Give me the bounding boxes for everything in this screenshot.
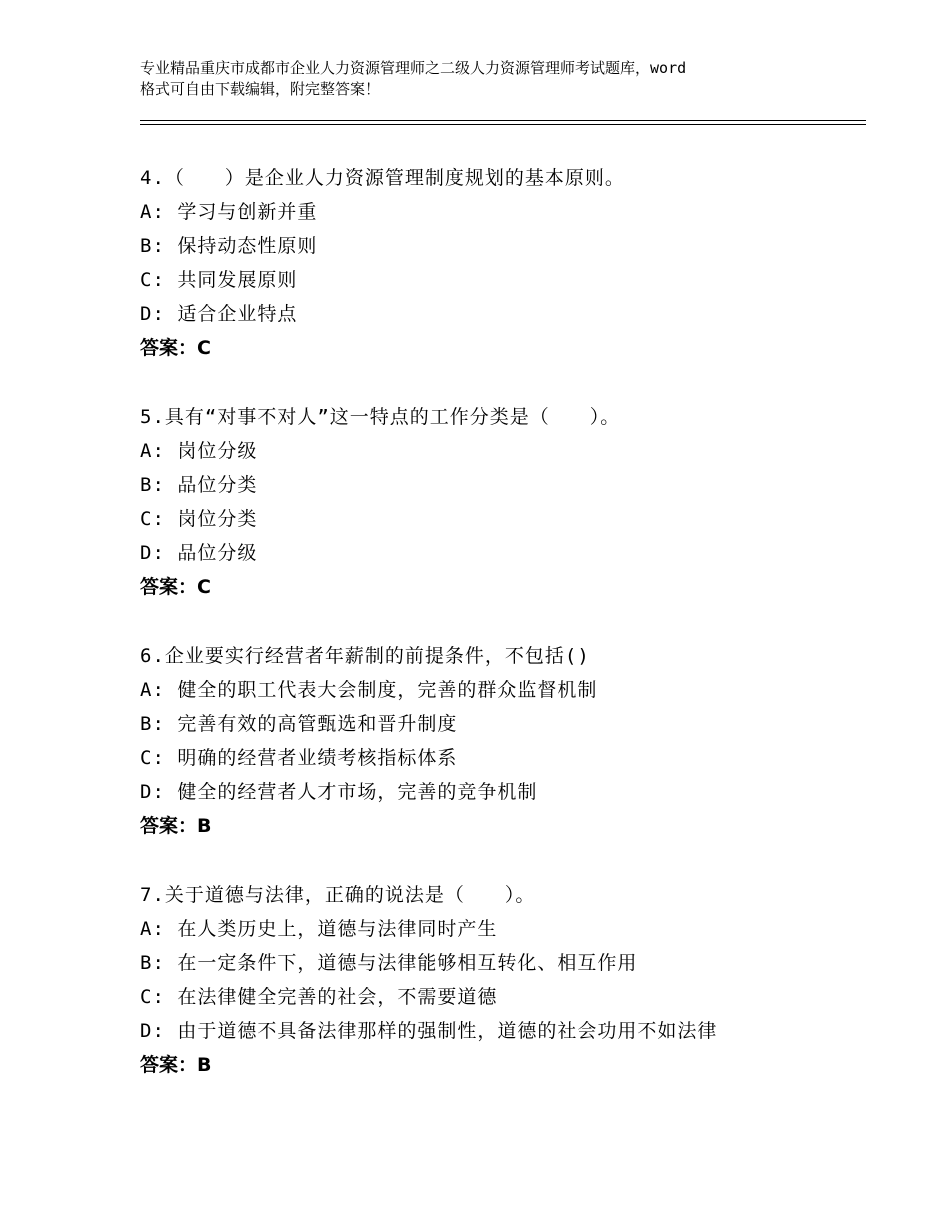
answer: 答案：B <box>140 815 212 837</box>
option-c: C: 明确的经营者业绩考核指标体系 <box>140 747 458 769</box>
answer: 答案：C <box>140 576 211 598</box>
header-line-2: 格式可自由下载编辑，附完整答案！ <box>140 80 381 98</box>
option-d: D: 品位分级 <box>140 542 258 564</box>
option-b: B: 在一定条件下，道德与法律能够相互转化、相互作用 <box>140 952 638 974</box>
question-7 <box>140 878 860 1082</box>
option-b: B: 品位分类 <box>140 474 258 496</box>
question-6 <box>140 639 860 843</box>
header-divider-top <box>140 120 866 121</box>
option-c: C: 共同发展原则 <box>140 269 298 291</box>
question-stem: 5.具有“对事不对人”这一特点的工作分类是（ ）。 <box>140 406 621 428</box>
option-c: C: 岗位分类 <box>140 508 258 530</box>
option-a: A: 健全的职工代表大会制度，完善的群众监督机制 <box>140 679 598 701</box>
option-b: B: 完善有效的高管甄选和晋升制度 <box>140 713 458 735</box>
answer: 答案：C <box>140 337 211 359</box>
header-divider-bottom <box>140 124 866 125</box>
document-header <box>140 58 830 100</box>
answer: 答案：B <box>140 1054 212 1076</box>
option-b: B: 保持动态性原则 <box>140 235 318 257</box>
question-5 <box>140 400 860 604</box>
question-stem: 7.关于道德与法律，正确的说法是（ ）。 <box>140 884 536 906</box>
question-stem: 6.企业要实行经营者年薪制的前提条件，不包括() <box>140 645 590 667</box>
option-c: C: 在法律健全完善的社会，不需要道德 <box>140 986 498 1008</box>
option-d: D: 健全的经营者人才市场，完善的竞争机制 <box>140 781 538 803</box>
question-4 <box>140 161 860 365</box>
question-stem: 4.（ ）是企业人力资源管理制度规划的基本原则。 <box>140 167 625 189</box>
option-a: A: 学习与创新并重 <box>140 201 318 223</box>
option-d: D: 由于道德不具备法律那样的强制性，道德的社会功用不如法律 <box>140 1020 718 1042</box>
option-a: A: 在人类历史上，道德与法律同时产生 <box>140 918 498 940</box>
option-a: A: 岗位分级 <box>140 440 258 462</box>
option-d: D: 适合企业特点 <box>140 303 298 325</box>
header-line-1: 专业精品重庆市成都市企业人力资源管理师之二级人力资源管理师考试题库，word <box>140 59 687 77</box>
